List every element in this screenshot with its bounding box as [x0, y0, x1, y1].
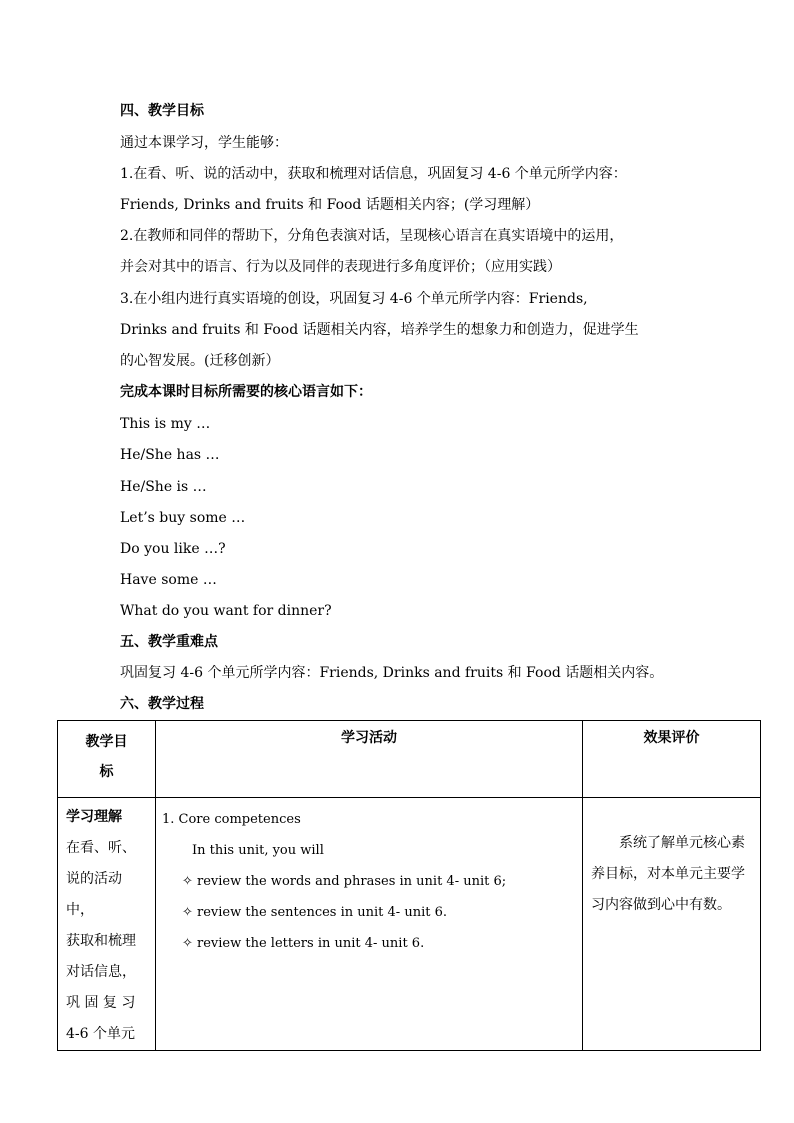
core-language-item: This is my … — [120, 416, 211, 432]
objective-line: 1.在看、听、说的活动中，获取和梳理对话信息，巩固复习 4-6 个单元所学内容： — [120, 166, 627, 182]
section5-text: 巩固复习 4-6 个单元所学内容：Friends, Drinks and fruits 和 Food 话题相关内容。 — [120, 665, 664, 681]
section6-heading: 六、教学过程 — [120, 696, 204, 712]
goal-line: 巩 固 复 习 — [66, 995, 136, 1011]
core-language-item: Do you like …? — [120, 541, 226, 557]
goal-line: 4-6 个单元 — [66, 1026, 135, 1042]
activity-bullet: ✧ review the words and phrases in unit 4- unit 6; — [182, 874, 507, 889]
activity-intro: In this unit, you will — [192, 843, 324, 858]
goal-line: 说的活动中， — [66, 871, 122, 918]
table-row — [58, 798, 761, 1051]
core-language-item: Have some … — [120, 572, 217, 588]
core-language-item: He/She is … — [120, 479, 207, 495]
core-language-item: What do you want for dinner? — [120, 603, 332, 619]
evaluation-cell — [583, 798, 761, 1051]
activity-bullet: ✧ review the letters in unit 4- unit 6. — [182, 936, 425, 951]
activity-cell — [156, 798, 583, 1051]
objective-line: 2.在教师和同伴的帮助下，分角色表演对话，呈现核心语言在真实语境中的运用， — [120, 228, 624, 244]
teaching-process-table — [57, 720, 761, 1051]
core-language-item: He/She has … — [120, 447, 220, 463]
header-teaching-goal — [58, 721, 156, 798]
evaluation-text: 系统了解单元核心素养目标，对本单元主要学习内容做到心中有数。 — [591, 835, 745, 913]
core-language-item: Let’s buy some … — [120, 510, 246, 526]
header-evaluation: 效果评价 — [583, 721, 761, 798]
goal-line: 对话信息， — [66, 964, 136, 980]
header-goal-line: 标 — [99, 764, 114, 780]
goal-cell — [58, 798, 156, 1051]
objective-line: 的心智发展。(迁移创新） — [120, 353, 280, 369]
header-goal-line: 教学目 — [85, 734, 128, 750]
objective-line: 3.在小组内进行真实语境的创设，巩固复习 4-6 个单元所学内容：Friends, — [120, 291, 588, 307]
goal-line: 获取和梳理 — [66, 933, 136, 949]
header-learning-activity: 学习活动 — [156, 721, 583, 798]
activity-bullet: ✧ review the sentences in unit 4- unit 6. — [182, 905, 447, 920]
section4-heading: 四、教学目标 — [120, 103, 204, 119]
core-language-heading: 完成本课时目标所需要的核心语言如下： — [120, 384, 372, 400]
section5-heading: 五、教学重难点 — [120, 634, 218, 650]
objective-line: 并会对其中的语言、行为以及同伴的表现进行多角度评价；（应用实践） — [120, 259, 561, 275]
activity-title: 1. Core competences — [162, 812, 301, 827]
objective-line: Friends, Drinks and fruits 和 Food 话题相关内容；(学习理解） — [120, 197, 540, 213]
goal-line: 在看、听、 — [66, 840, 136, 856]
objective-line: Drinks and fruits 和 Food 话题相关内容，培养学生的想象力和创造力，促进学生 — [120, 322, 639, 338]
goal-title: 学习理解 — [66, 809, 122, 825]
section4-intro: 通过本课学习，学生能够： — [120, 135, 288, 151]
table-header-row — [58, 721, 761, 798]
